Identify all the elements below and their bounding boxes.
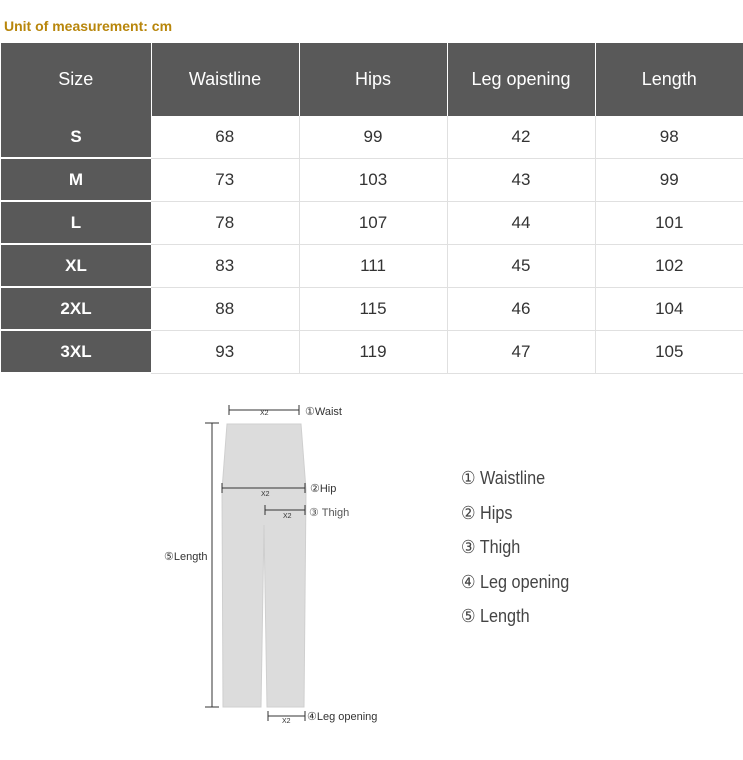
length-cell: 104 xyxy=(595,287,743,330)
waistline-cell: 83 xyxy=(151,244,299,287)
leg-opening-cell: 43 xyxy=(447,158,595,201)
legend-item-leg-opening: ④ Leg opening xyxy=(461,571,570,592)
header-size: Size xyxy=(1,43,151,116)
hips-cell: 107 xyxy=(299,201,447,244)
table-header-row xyxy=(1,43,743,116)
waistline-cell: 73 xyxy=(151,158,299,201)
hip-label: ②Hip xyxy=(310,483,337,495)
length-cell: 98 xyxy=(595,116,743,158)
leg-opening-cell: 46 xyxy=(447,287,595,330)
hips-cell: 115 xyxy=(299,287,447,330)
table-row xyxy=(1,116,743,158)
size-cell: 3XL xyxy=(1,330,151,373)
header-hips: Hips xyxy=(299,43,447,116)
pants-measurement-diagram xyxy=(150,395,410,735)
waistline-cell: 68 xyxy=(151,116,299,158)
size-cell: XL xyxy=(1,244,151,287)
size-cell: 2XL xyxy=(1,287,151,330)
header-length: Length xyxy=(595,43,743,116)
measurement-legend xyxy=(461,466,581,639)
waist-label: ①Waist xyxy=(305,406,342,418)
pants-silhouette xyxy=(222,424,306,707)
table-row xyxy=(1,158,743,201)
table-row xyxy=(1,330,743,373)
legend-item-waistline: ① Waistline xyxy=(461,468,546,488)
legend-item-thigh: ③ Thigh xyxy=(461,537,521,557)
hips-cell: 103 xyxy=(299,158,447,201)
legend-item-hips: ② Hips xyxy=(461,502,513,523)
leg-opening-x2: X2 xyxy=(282,718,291,725)
thigh-label: ③ Thigh xyxy=(309,507,350,519)
length-cell: 105 xyxy=(595,330,743,373)
hips-cell: 119 xyxy=(299,330,447,373)
size-cell: M xyxy=(1,158,151,201)
leg-opening-cell: 45 xyxy=(447,244,595,287)
table-row xyxy=(1,201,743,244)
leg-opening-cell: 42 xyxy=(447,116,595,158)
hip-x2: X2 xyxy=(261,491,270,498)
length-measure-line xyxy=(205,423,219,707)
leg-opening-cell: 47 xyxy=(447,330,595,373)
thigh-x2: X2 xyxy=(283,513,292,520)
header-leg-opening: Leg opening xyxy=(447,43,595,116)
header-waistline: Waistline xyxy=(151,43,299,116)
hips-cell: 111 xyxy=(299,244,447,287)
leg-opening-cell: 44 xyxy=(447,201,595,244)
size-cell: L xyxy=(1,201,151,244)
size-cell: S xyxy=(1,116,151,158)
length-cell: 99 xyxy=(595,158,743,201)
hips-cell: 99 xyxy=(299,116,447,158)
table-row xyxy=(1,244,743,287)
length-cell: 102 xyxy=(595,244,743,287)
length-cell: 101 xyxy=(595,201,743,244)
unit-label: Unit of measurement: cm xyxy=(4,18,173,34)
leg-opening-label: ④Leg opening xyxy=(307,711,378,723)
size-chart-table xyxy=(1,43,743,374)
table-row xyxy=(1,287,743,330)
waist-x2: X2 xyxy=(260,410,269,417)
waistline-cell: 88 xyxy=(151,287,299,330)
waistline-cell: 78 xyxy=(151,201,299,244)
legend-item-length: ⑤ Length xyxy=(461,606,530,626)
waistline-cell: 93 xyxy=(151,330,299,373)
length-label: ⑤Length xyxy=(164,551,208,563)
